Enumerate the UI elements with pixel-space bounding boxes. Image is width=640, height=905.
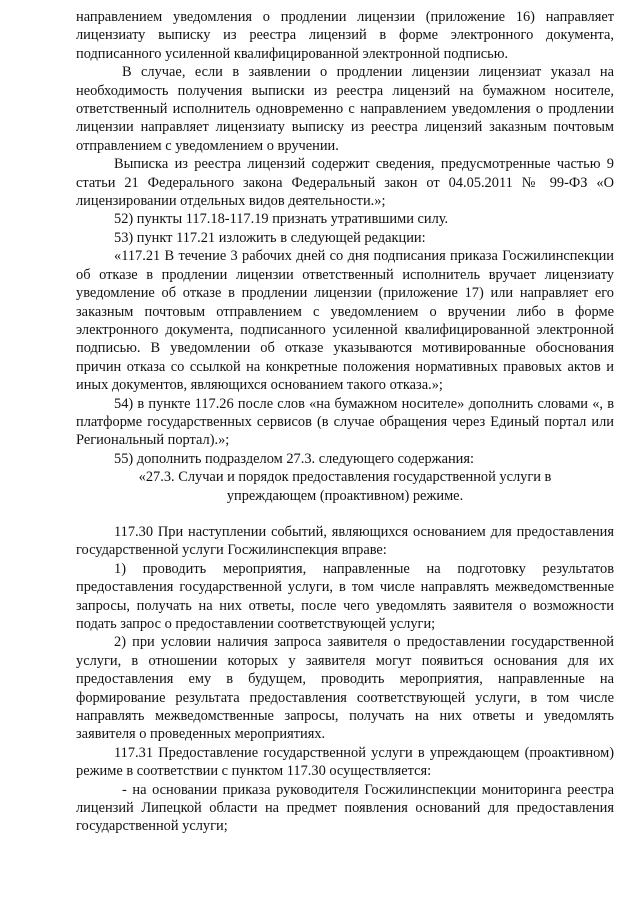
paragraph-8: 55) дополнить подразделом 27.3. следующего содержания: [114,450,475,467]
section-heading-line-2: упреждающем (проактивном) режиме. [226,487,464,504]
paragraph-11: 2) при условии наличия запроса заявителя о предоставлении государственной услуги, в отношении которых у заявителя могут появиться основания для их предоставления ему в будущем, проводить мероприятия, направленные на формирование результата предоставления соответствующей услуги, в том числе направлять межведомственные запросы, получать на них ответы и уведомлять заявителя о проведенных мероприятиях. [76,634,614,743]
paragraph-2: В случае, если в заявлении о продлении лицензии лицензиат указал на необходимость получения выписки из реестра лицензий на бумажном носителе, ответственный исполнитель одновременно с направлением уведомления о продлении лицензии направляет лицензиату выписку из реестра лицензий заказным почтовым отправлением с уведомлением о вручении. [76,64,614,154]
paragraph-3: Выписка из реестра лицензий содержит сведения, предусмотренные частью 9 статьи 21 Федерального закона Федеральный закон от 04.05.2011 № 99-ФЗ «О лицензировании отдельных видов деятельности.»; [76,156,614,210]
paragraph-13: - на основании приказа руководителя Госжилинспекции мониторинга реестра лицензий Липецкой области на предмет появления оснований для предоставления государственной услуги; [76,781,614,835]
paragraph-5: 53) пункт 117.21 изложить в следующей редакции: [114,229,426,246]
paragraph-9: 117.30 При наступлении событий, являющихся основанием для предоставления государственной услуги Госжилинспекция вправе: [76,523,614,559]
spacer [76,505,614,523]
paragraph-12: 117.31 Предоставление государственной услуги в упреждающем (проактивном) режиме в соответствии с пунктом 117.30 осуществляется: [76,744,614,780]
section-heading-line-1: «27.3. Случаи и порядок предоставления государственной услуги в [138,469,552,486]
paragraph-4: 52) пункты 117.18-117.19 признать утратившими силу. [114,211,449,228]
paragraph-6: «117.21 В течение 3 рабочих дней со дня подписания приказа Госжилинспекции об отказе в продлении лицензии ответственный исполнитель вручает лицензиату уведомление об отказе в продлении лицензии (приложение 17) или направляет его заказным почтовым отправлением с уведомлением о вручении либо в форме электронного документа, подписанного усиленной квалифицированной электронной подписью. В уведомлении об отказе указываются мотивированные обоснования причин отказа со ссылкой на конкретные положения нормативных правовых актов и иных документов, являющихся основанием такого отказа.»; [76,248,614,394]
paragraph-7: 54) в пункте 117.26 после слов «на бумажном носителе» дополнить словами «, в платформе государственных сервисов (в случае обращения через Единый портал или Региональный портал).»; [76,395,614,449]
paragraph-1: направлением уведомления о продлении лицензии (приложение 16) направляет лицензиату выписку из реестра лицензий в форме электронного документа, подписанного усиленной квалифицированной электронной подписью. [76,9,614,62]
paragraph-10: 1) проводить мероприятия, направленные на подготовку результатов предоставления государственной услуги, в том числе направлять межведомственные запросы, получать на них ответы, после чего уведомлять заявителя о возможности подать запрос о предоставлении соответствующей услуги; [76,560,614,632]
